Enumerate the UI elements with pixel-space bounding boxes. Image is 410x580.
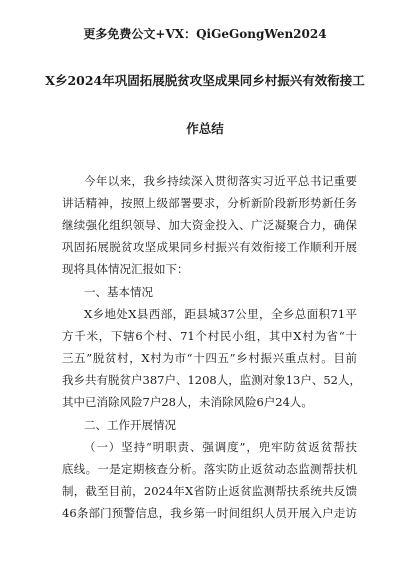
intro-line: 讲话精神，按照上级部署要求，分析新阶段新形势新任务 [62, 196, 357, 210]
document-header: 更多免费公文+VX：QiGeGongWen2024 [83, 27, 327, 41]
section1-line: 我乡共有脱贫户387户、1208人，监测对象13户、52人， [62, 373, 361, 387]
section1-line: 方千米，下辖6个村、71个村民小组，其中X村为省“十 [62, 329, 357, 343]
intro-line: 现将具体情况汇报如下： [62, 262, 189, 276]
document-title-line-1: X乡2024年巩固拓展脱贫攻坚成果同乡村振兴有效衔接工 [45, 73, 365, 88]
section2-line: 底线。一是定期核查分析。落实防止返贫动态监测帮扶机 [62, 462, 357, 476]
intro-line: 继续强化组织领导、加大资金投入、广泛凝聚合力，确保 [62, 218, 357, 232]
section-heading-work-progress: 二、工作开展情况 [84, 418, 176, 432]
intro-line: 巩固拓展脱贫攻坚成果同乡村振兴有效衔接工作顺利开展 [62, 240, 357, 254]
section2-line: （一）坚持“明职责、强调度”，兜牢防贫返贫帮扶 [84, 440, 357, 454]
intro-line: 今年以来，我乡持续深入贯彻落实习近平总书记重要 [84, 174, 357, 188]
section1-line: 三五”脱贫村，X村为市“十四五”乡村振兴重点村。目前 [62, 351, 357, 365]
section1-line: 其中已消除风险7户28人，未消除风险6户24人。 [62, 395, 313, 409]
section1-line: X乡地处X县西部，距县城37公里，全乡总面积71平 [84, 307, 357, 321]
section2-line: 46条部门预警信息，我乡第一时间组织人员开展入户走访 [62, 506, 357, 520]
section-heading-basic-info: 一、基本情况 [84, 285, 153, 299]
document-title-line-2: 作总结 [186, 121, 224, 136]
section2-line: 制，截至目前，2024年X省防止返贫监测帮扶系统共反馈 [62, 484, 357, 498]
